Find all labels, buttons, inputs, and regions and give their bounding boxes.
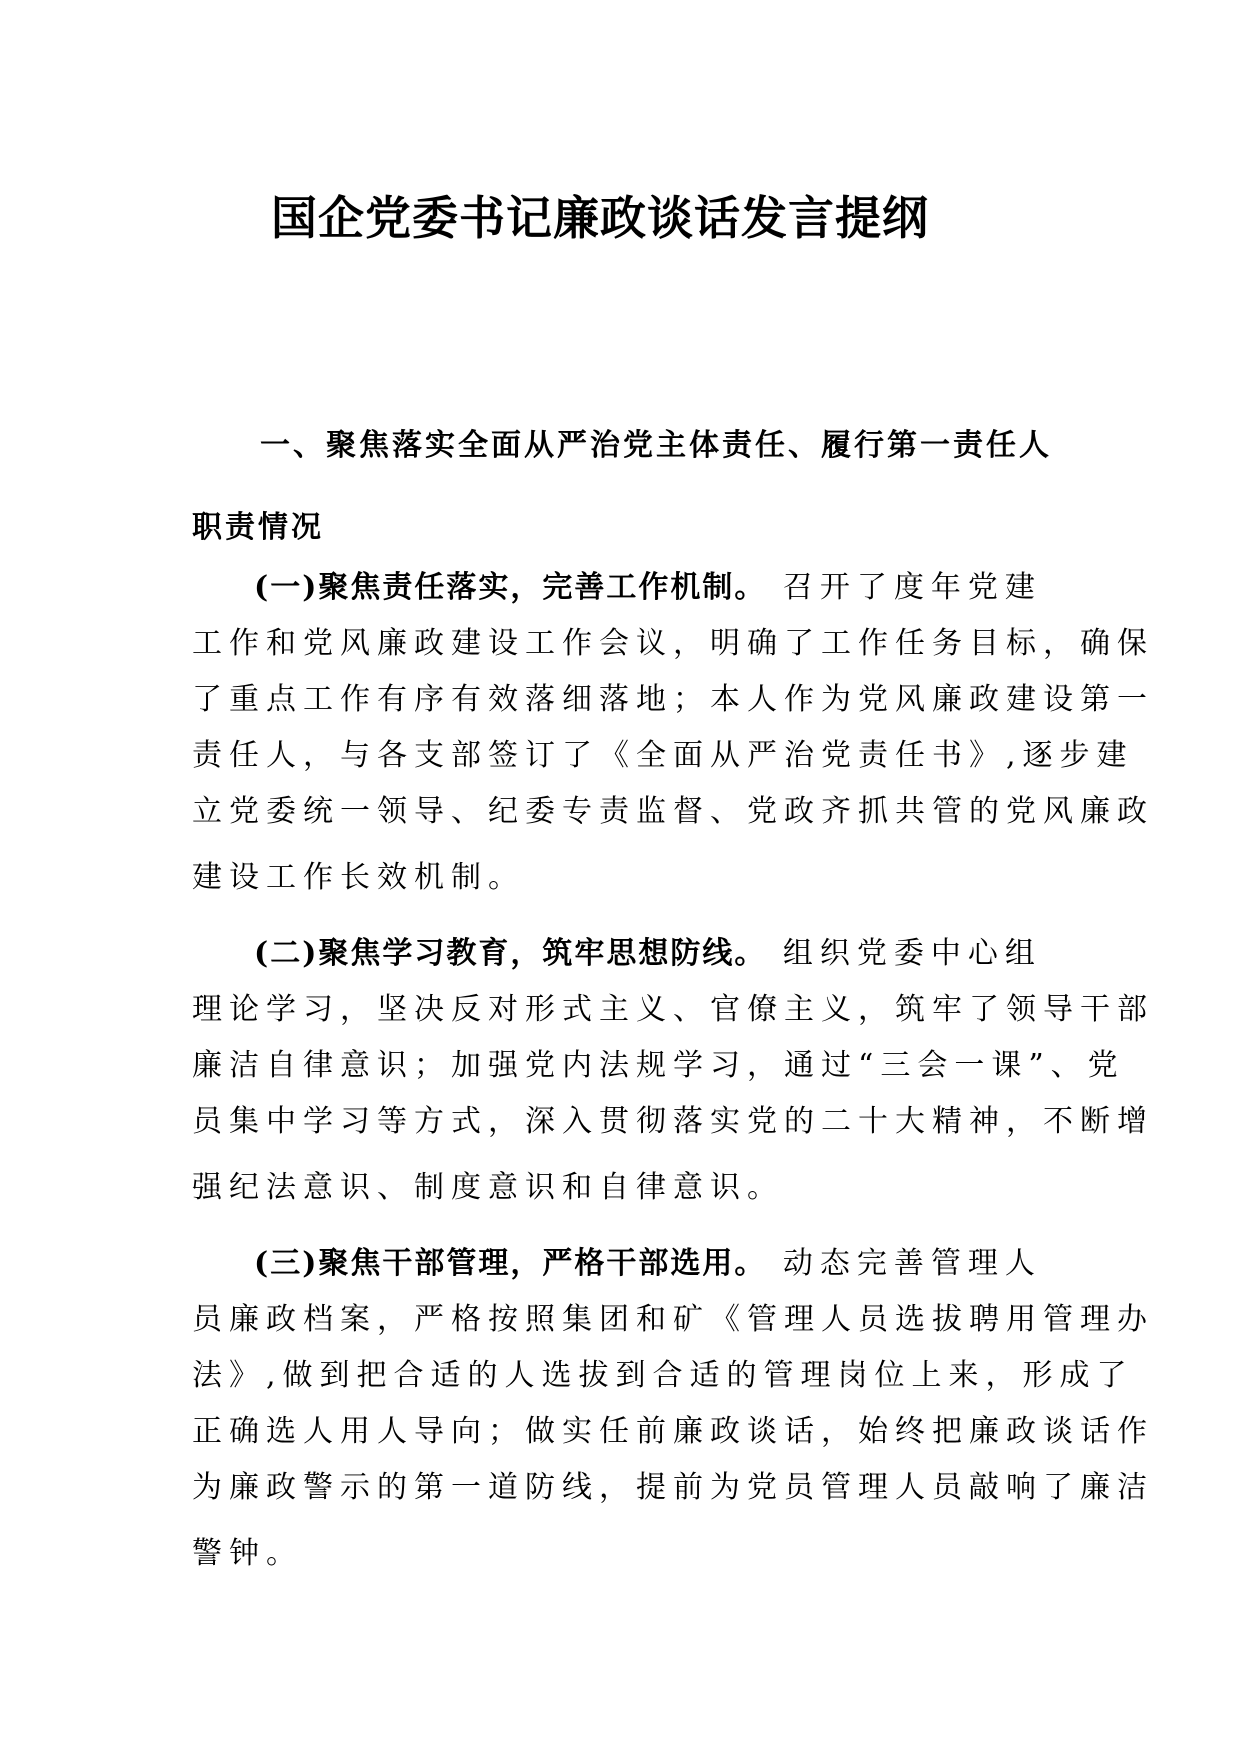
paragraph-2-line-2: 理论学习，坚决反对形式主义、官僚主义，筑牢了领导干部	[192, 992, 1154, 1027]
paragraph-1-line-1	[192, 560, 1052, 616]
paragraph-3-lead: (三)聚焦干部管理，严格干部选用。	[254, 1246, 767, 1281]
paragraph-2-line-3: 廉洁自律意识；加强党内法规学习，通过“三会一课”、党	[192, 1048, 1125, 1083]
paragraph-2-text: 组织党委中心组	[766, 936, 1042, 971]
paragraph-1-line-3: 了重点工作有序有效落细落地；本人作为党风廉政建设第一	[192, 682, 1154, 717]
paragraph-3-line-2: 员廉政档案，严格按照集团和矿《管理人员选拔聘用管理办	[192, 1302, 1154, 1337]
paragraph-2	[192, 926, 1154, 1216]
paragraph-1-line-6: 建设工作长效机制。	[192, 860, 525, 895]
paragraph-1-lead: (一)聚焦责任落实，完善工作机制。	[254, 570, 767, 605]
paragraph-1-line-4: 责任人，与各支部签订了《全面从严治党责任书》,逐步建	[192, 738, 1134, 773]
paragraph-3-text: 动态完善管理人	[766, 1246, 1042, 1281]
paragraph-3-line-6: 警钟。	[192, 1536, 303, 1571]
section-heading	[192, 405, 1052, 569]
document-title: 国企党委书记廉政谈话发言提纲	[271, 191, 929, 245]
paragraph-1-line-5: 立党委统一领导、纪委专责监督、党政齐抓共管的党风廉政	[192, 794, 1154, 829]
paragraph-2-lead: (二)聚焦学习教育，筑牢思想防线。	[254, 936, 767, 971]
paragraph-3-line-4: 正确选人用人导向；做实任前廉政谈话，始终把廉政谈话作	[192, 1414, 1154, 1449]
paragraph-2-line-5: 强纪法意识、制度意识和自律意识。	[192, 1170, 784, 1205]
paragraph-2-line-1	[192, 926, 1052, 982]
paragraph-2-line-4: 员集中学习等方式，深入贯彻落实党的二十大精神，不断增	[192, 1104, 1154, 1139]
paragraph-3	[192, 1236, 1154, 1582]
paragraph-3-line-5: 为廉政警示的第一道防线，提前为党员管理人员敲响了廉洁	[192, 1470, 1154, 1505]
paragraph-1-line-2: 工作和党风廉政建设工作会议，明确了工作任务目标，确保	[192, 626, 1154, 661]
section-heading-line-1: 一、聚焦落实全面从严治党主体责任、履行第一责任人	[260, 428, 1052, 463]
paragraph-1	[192, 560, 1154, 906]
paragraph-1-text: 召开了度年党建	[766, 570, 1042, 605]
section-heading-line-2: 职责情况	[192, 510, 324, 545]
paragraph-3-line-1	[192, 1236, 1052, 1292]
paragraph-3-line-3: 法》,做到把合适的人选拔到合适的管理岗位上来，形成了	[192, 1358, 1134, 1393]
